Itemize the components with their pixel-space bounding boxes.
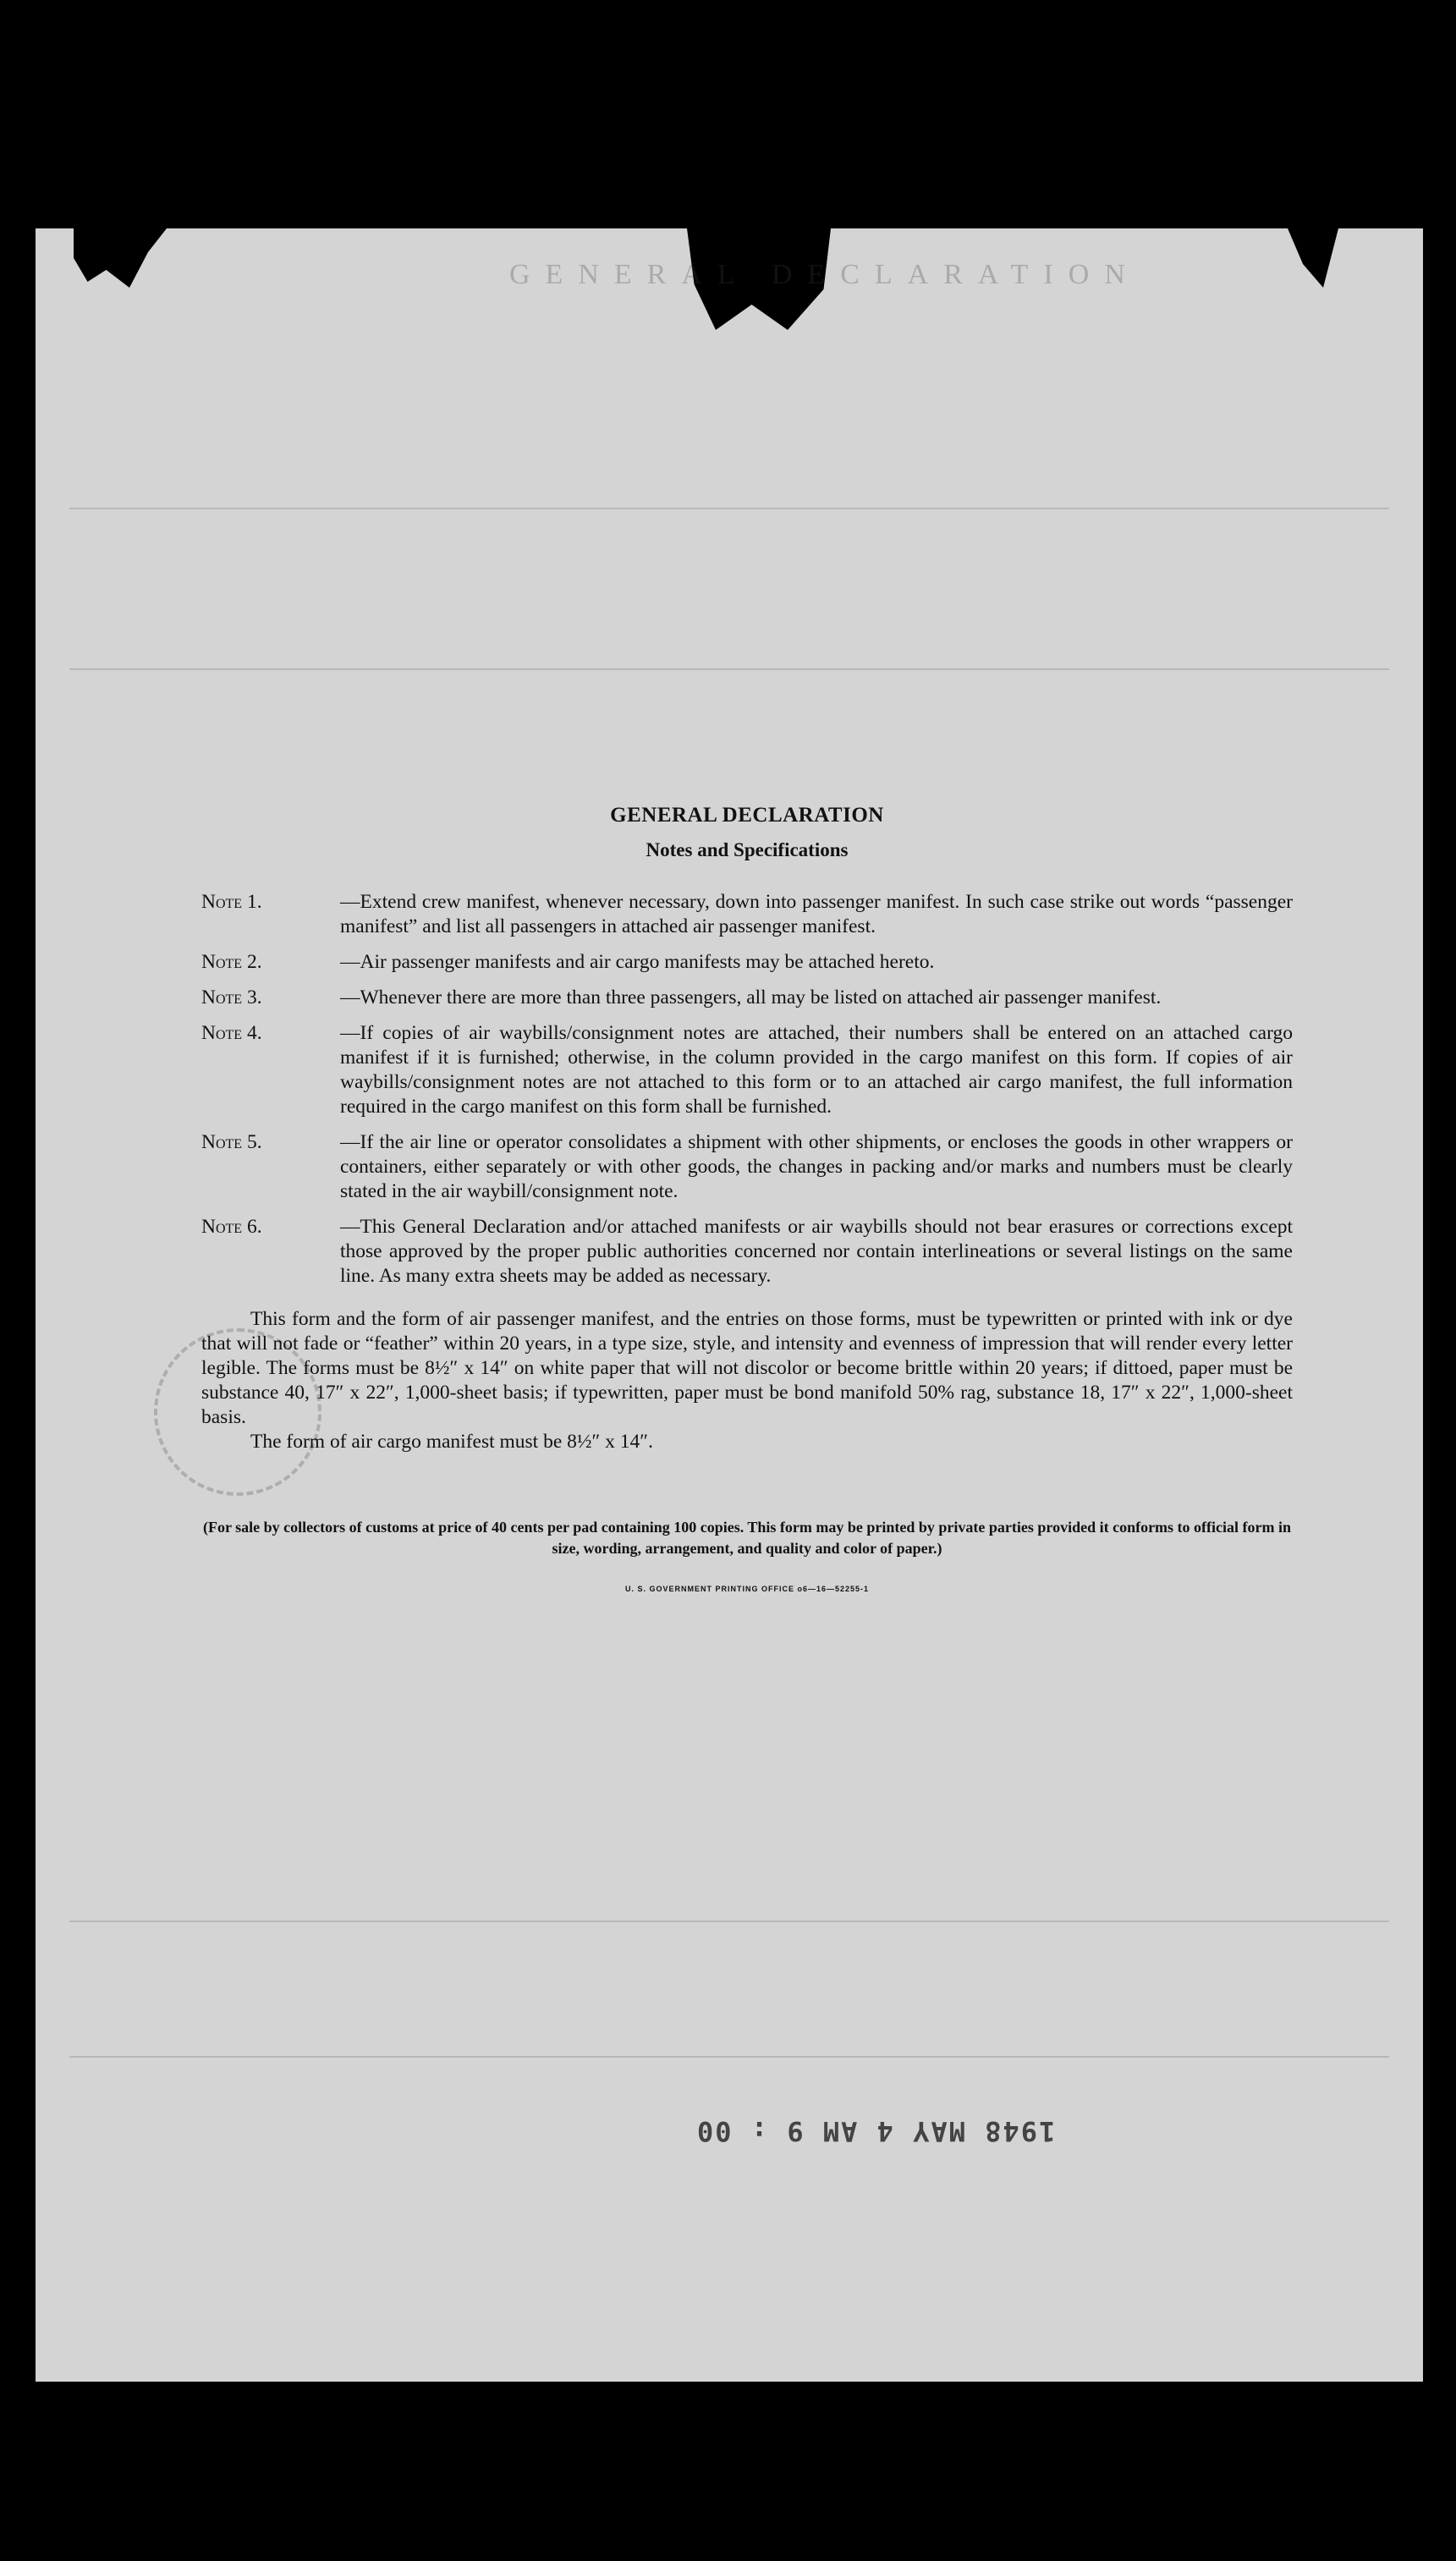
note-label: Note 5. xyxy=(201,1131,262,1153)
note-label: Note 4. xyxy=(201,1022,262,1044)
cargo-manifest-size-note: The form of air cargo manifest must be 8½″ x 14″. xyxy=(250,1431,653,1453)
note-label: Note 3. xyxy=(201,986,262,1008)
note-6 xyxy=(201,1215,1293,1289)
date-time-stamp: 1948 MAY 4 AM 9 : 00 xyxy=(695,2115,1056,2147)
note-text: —Whenever there are more than three passengers, all may be listed on attached air passenger manifest. xyxy=(340,986,1162,1008)
note-text: —This General Declaration and/or attached manifests or air waybills should not bear erasures or corrections except those approved by the proper public authorities concerned nor contain interlineations or several listings on the same line. As many extra sheets may be added as necessary. xyxy=(340,1216,1293,1287)
document-title: GENERAL DECLARATION xyxy=(610,804,884,827)
torn-edge-right xyxy=(1288,228,1338,288)
torn-edge-left xyxy=(74,228,167,288)
note-1 xyxy=(201,890,1293,939)
bleed-through-rule xyxy=(69,668,1389,670)
note-text: —Extend crew manifest, whenever necessary, down into passenger manifest. In such case strike out words “passenger manifest” and list all passengers in attached air passenger manifest. xyxy=(340,891,1293,937)
note-5 xyxy=(201,1130,1293,1204)
note-label: Note 1. xyxy=(201,891,262,913)
printing-office-imprint: U. S. GOVERNMENT PRINTING OFFICE o6—16—52255-1 xyxy=(624,1585,870,1593)
document-subtitle: Notes and Specifications xyxy=(646,839,849,860)
note-text: —Air passenger manifests and air cargo manifests may be attached hereto. xyxy=(340,951,935,973)
document-page xyxy=(36,228,1423,2382)
note-label: Note 6. xyxy=(201,1216,262,1238)
note-label: Note 2. xyxy=(201,951,262,973)
bleed-through-rule xyxy=(69,508,1389,509)
bleed-through-text: GENERAL DECLARATION xyxy=(509,259,1140,290)
note-text: —If the air line or operator consolidates a shipment with other shipments, or encloses the goods in other wrappers or containers, either separately or with other goods, the changes in packing and/or marks and numbers must be clearly stated in the air waybill/consignment note. xyxy=(340,1131,1293,1202)
bleed-through-rule xyxy=(69,1921,1389,1922)
notes-section xyxy=(201,804,1293,1593)
specification-paragraph: This form and the form of air passenger manifest, and the entries on those forms, must be typewritten or printed with ink or dye that will not fade or “feather” within 20 years, in a type size, style, and intensity and evenness of impression that will render every letter legible. The forms must be 8½″ x 14″ on white paper that will not discolor or become brittle within 20 years; if dittoed, paper must be substance 40, 17″ x 22″, 1,000-sheet basis; if typewritten, paper must be bond manifold 50% rag, substance 18, 17″ x 22″, 1,000-sheet basis. xyxy=(201,1308,1293,1428)
note-4 xyxy=(201,1021,1293,1119)
note-2 xyxy=(201,950,1293,975)
sale-notice: (For sale by collectors of customs at price of 40 cents per pad containing 100 copies. This form may be printed by private parties provided it conforms to official form in size, wording, arrangement, and quality and color of paper.) xyxy=(202,1519,1292,1557)
bleed-through-rule xyxy=(69,2056,1389,2058)
note-text: —If copies of air waybills/consignment notes are attached, their numbers shall be entered on an attached cargo manifest if it is furnished; otherwise, in the column provided in the cargo manifest on this form. If copies of air waybills/consignment notes are not attached to this form or to an attached air cargo manifest, the full information required in the cargo manifest on this form shall be furnished. xyxy=(340,1022,1293,1118)
note-3 xyxy=(201,986,1293,1010)
